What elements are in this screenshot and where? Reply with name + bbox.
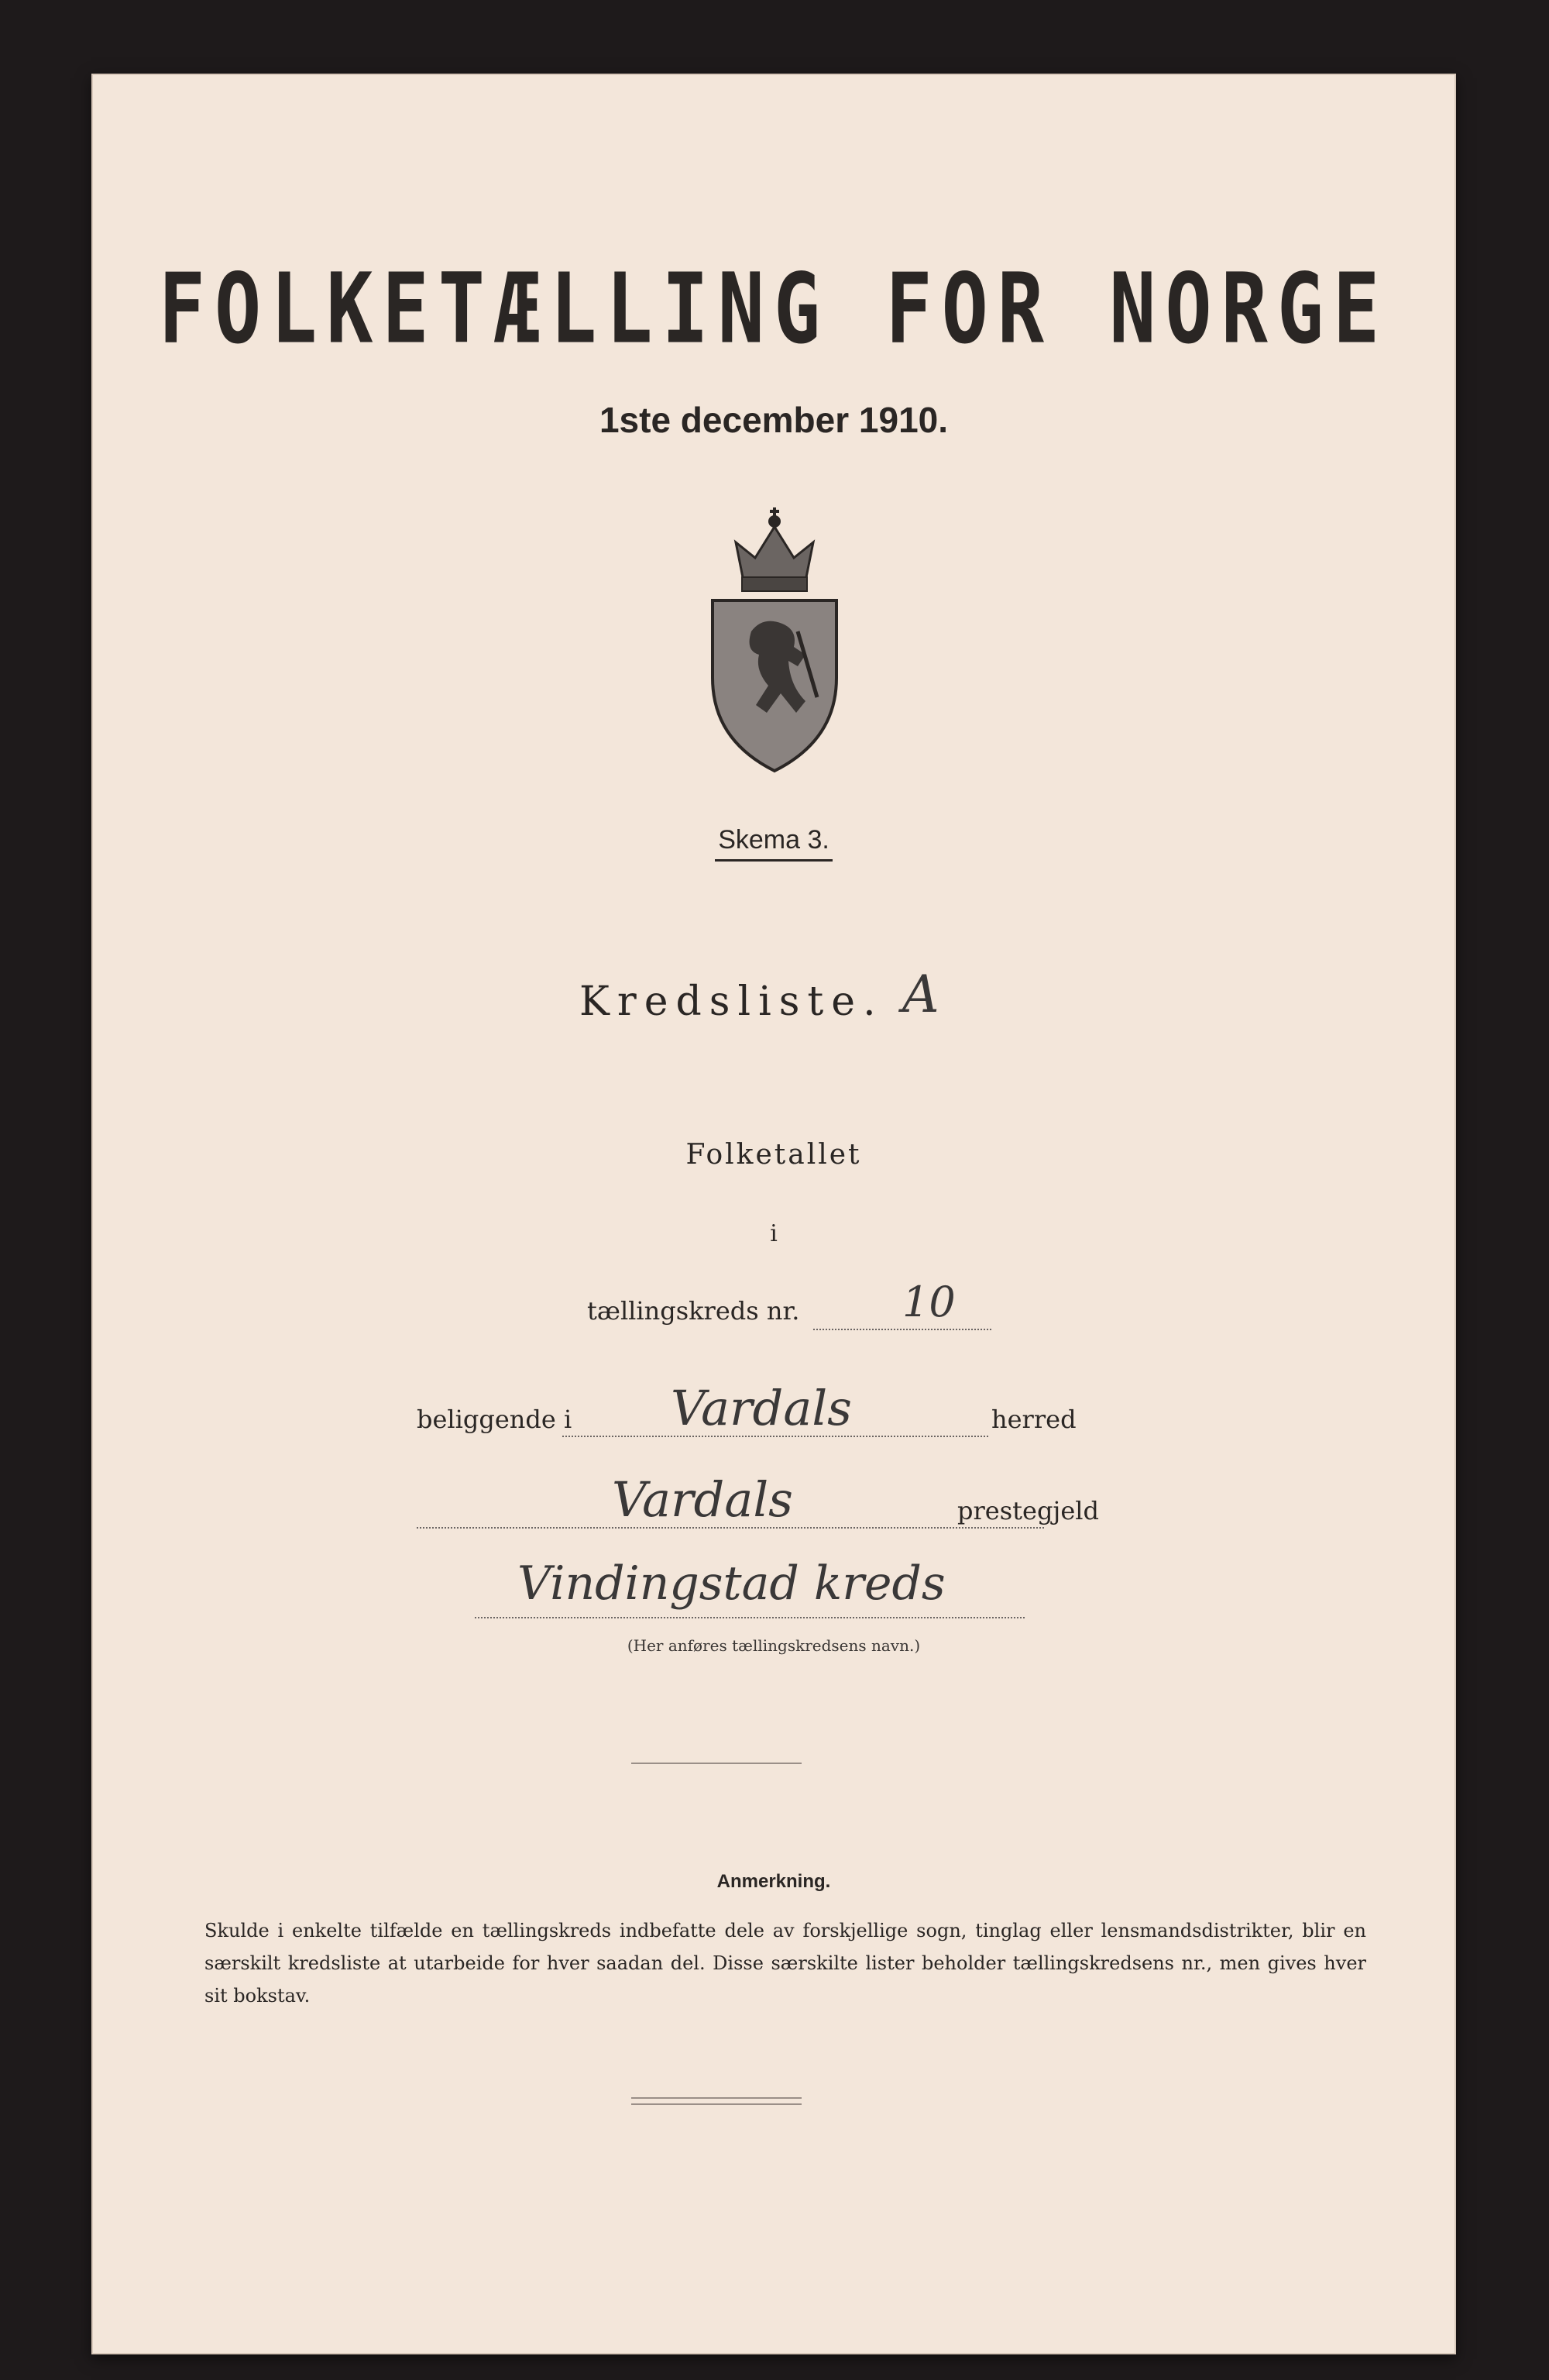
schema-label: Skema 3. (715, 825, 833, 862)
kreds-nr-label: tællingskreds nr. (587, 1296, 800, 1326)
beliggende-label: beliggende i (417, 1405, 572, 1434)
list-letter-handwritten: A (902, 965, 939, 1024)
kreds-name-value: Vindingstad kreds (517, 1556, 946, 1611)
census-date: 1ste december 1910. (599, 400, 949, 440)
norwegian-coat-of-arms-icon (689, 500, 860, 779)
preposition-i: i (770, 1220, 778, 1247)
kreds-nr-value: 10 (902, 1278, 956, 1326)
kreds-name-caption: (Her anføres tællingskredsens navn.) (627, 1636, 921, 1655)
prestegjeld-label: prestegjeld (957, 1496, 1099, 1525)
census-form-page (91, 74, 1456, 2354)
remark-text: Skulde i enkelte tilfælde en tællingskreds indbefatte dele av forskjellige sogn, tinglag eller lensmandsdistrikter, blir en særskilt kredsliste at utarbeide for hver saadan del. Disse særskilte lister beholder tællingskredsens nr., men gives hver sit bokstav. (204, 1920, 1366, 2007)
list-label: Kredsliste. (579, 978, 884, 1025)
divider-double-bottom (631, 2103, 802, 2105)
remark-title: Anmerkning. (716, 1871, 831, 1892)
herred-label: herred (991, 1405, 1077, 1434)
form-title: FOLKETÆLLING FOR NORGE (158, 252, 1389, 366)
prestegjeld-field (417, 1471, 1044, 1529)
herred-field (562, 1380, 988, 1437)
kreds-name-field (475, 1556, 1025, 1618)
folketallet-heading: Folketallet (685, 1139, 862, 1171)
herred-value: Vardals (671, 1380, 852, 1436)
divider-short (631, 1763, 802, 1764)
divider-double-top (631, 2097, 802, 2099)
prestegjeld-value: Vardals (612, 1471, 793, 1528)
kreds-nr-field (813, 1278, 991, 1330)
schema-number (91, 825, 1456, 855)
